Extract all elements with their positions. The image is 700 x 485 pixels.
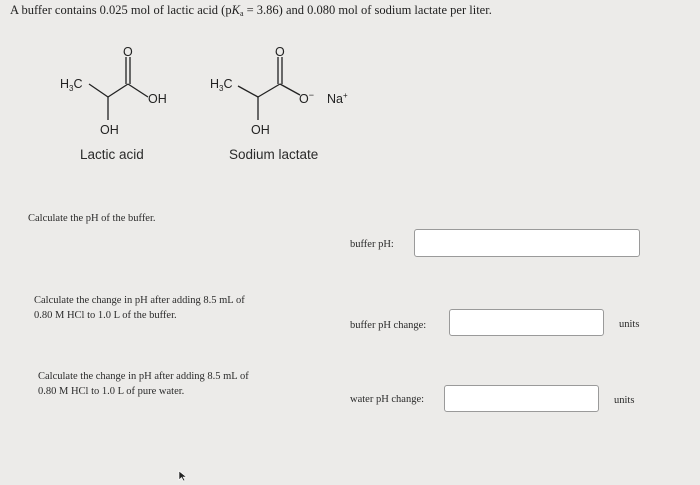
lactate-sodium: Na+ [327, 91, 348, 106]
lactate-carbonyl-o: O [275, 45, 285, 59]
lactic-acid-structure [89, 57, 148, 120]
buffer-ph-label: buffer pH: [350, 239, 394, 250]
buffer-change-label: buffer pH change: [350, 320, 427, 331]
lactic-acid-name: Lactic acid [80, 147, 144, 162]
lactate-methyl-label: $H_3C$ [210, 77, 233, 93]
sodium-lactate-name: Sodium lactate [229, 147, 319, 162]
lactate-hydroxyl: OH [251, 123, 270, 137]
buffer-ph-input[interactable] [414, 229, 640, 257]
buffer-change-input[interactable] [449, 309, 604, 336]
question-buffer-change: Calculate the change in pH after adding 8.5 mL of 0.80 M HCl to 1.0 L of the buffer. [34, 295, 245, 321]
water-change-units: units [614, 395, 635, 406]
lactate-anion-o: O− [299, 90, 314, 106]
sodium-lactate-structure [238, 57, 300, 120]
buffer-change-units: units [619, 319, 640, 330]
question-water-change: Calculate the change in pH after adding 8.5 mL of 0.80 M HCl to 1.0 L of pure water. [38, 371, 249, 397]
lactic-hydroxyl: OH [100, 123, 119, 137]
lactic-acid-oh: OH [148, 92, 167, 106]
lactic-methyl-label: $H_3C$ [60, 77, 83, 93]
problem-statement: A buffer contains 0.025 mol of lactic acid $(pK_a = 3.86)$ and 0.080 mol of sodium lactate per liter. [10, 3, 492, 18]
question-buffer-ph: Calculate the pH of the buffer. [28, 213, 156, 224]
lactic-carbonyl-o: O [123, 45, 133, 59]
mouse-pointer-icon [178, 470, 188, 482]
water-change-label: water pH change: [350, 394, 425, 405]
water-change-input[interactable] [444, 385, 599, 412]
